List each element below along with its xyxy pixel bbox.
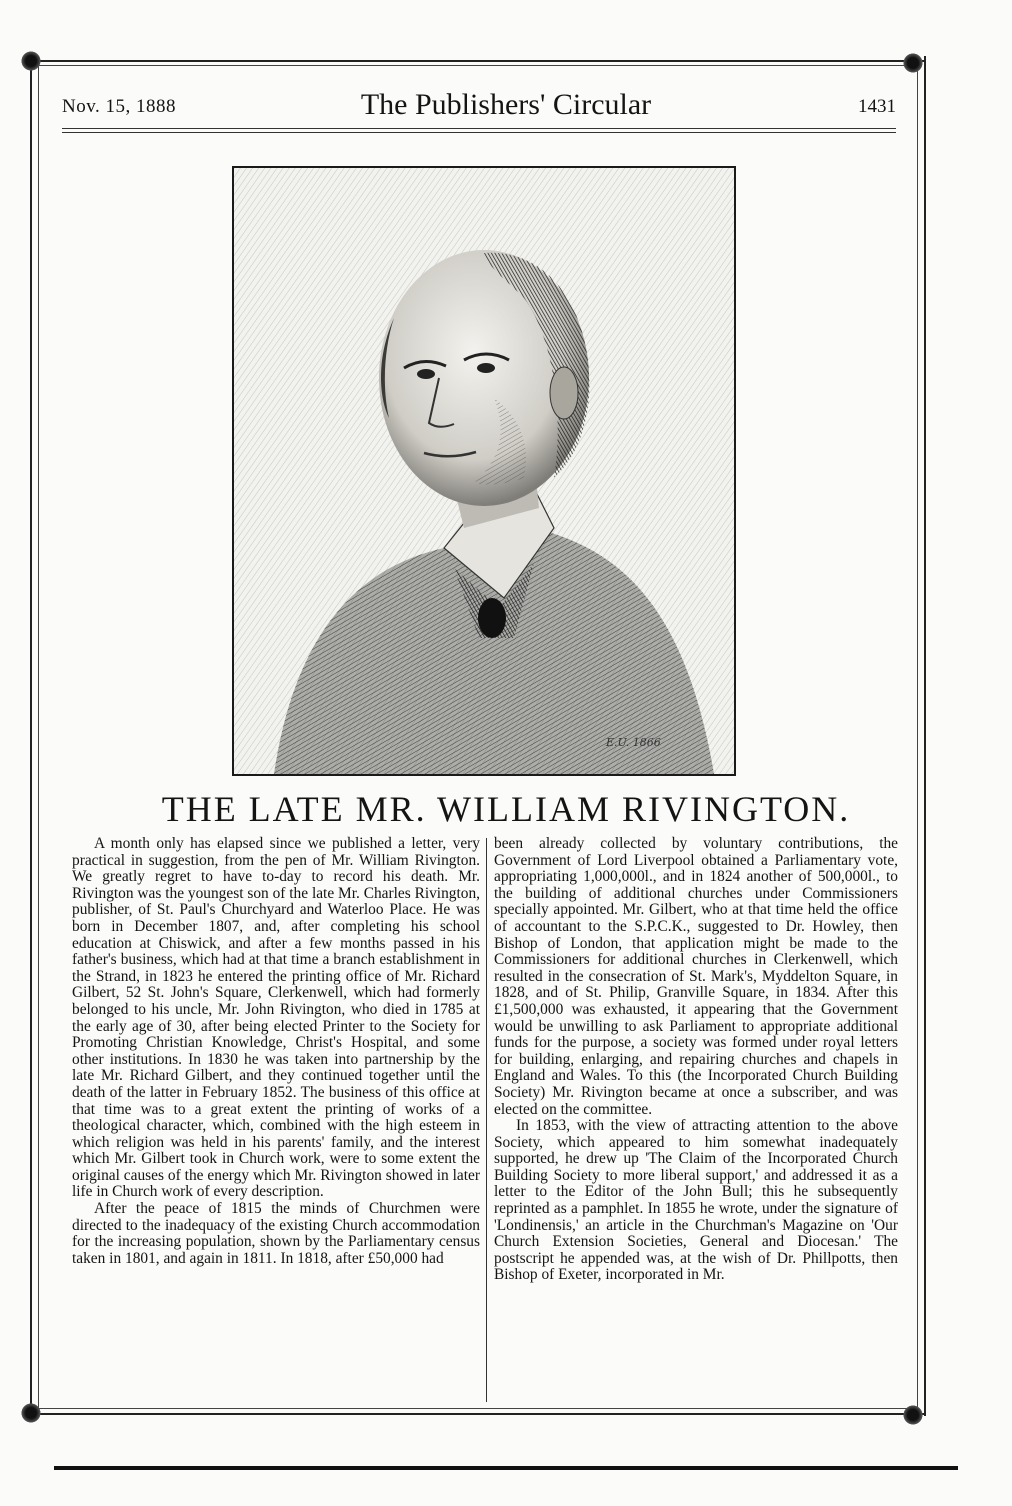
portrait-drawing [234, 168, 734, 774]
corner-ornament-icon [20, 1402, 42, 1424]
article-title: THE LATE MR. WILLIAM RIVINGTON. [161, 789, 851, 829]
bottom-rule [54, 1466, 958, 1470]
header-rule [62, 128, 896, 129]
artist-signature: E.U. 1866 [606, 736, 661, 749]
article-column-right [494, 836, 898, 1284]
corner-ornament-icon [902, 52, 924, 74]
publication-title: The Publishers' Circular [360, 88, 652, 121]
portrait-engraving [232, 166, 736, 776]
border-rule-top [30, 60, 926, 62]
corner-ornament-icon [20, 50, 42, 72]
article-paragraph: been already collected by voluntary contributions, the Government of Lord Liverpool obtained a Parliamentary vote, appropriating 1,000,000l., and in 1824 another of 500,000l., to the building of additional churches under Commissioners specially appointed. Mr. Gilbert, who at that time held the office of accountant to the S.P.C.K., suggested to Dr. Howley, then Bishop of London, that application might be made to the Commissioners for additional churches in Clerkenwell, which resulted in the consecration of St. Mark's, Myddelton Square, in 1828, and of St. Philip, Granville Square, in 1834. After this £1,500,000 was exhausted, it appearing that the Government would be unwilling to ask Parliament to appropriate additional funds for the purpose, a society was formed under royal letters for building, enlarging, and repairing churches and chapels in England and Wales. To this (the Incorporated Church Building Society) Mr. Rivington became at once a subscriber, and was elected on the committee. [494, 835, 898, 1118]
page-number: 1431 [858, 96, 896, 117]
corner-ornament-icon [902, 1404, 924, 1426]
border-rule-top-inner [38, 65, 918, 66]
article-paragraph: A month only has elapsed since we published a letter, very practical in suggestion, from the pen of Mr. William Rivington. We greatly regret to have to-day to record his death. Mr. Rivington was the youngest son of the late Mr. Charles Rivington, publisher, of St. Paul's Churchyard and Waterloo Place. He was born in December 1807, and, after completing his school education at Chiswick, and after a few months passed in his father's business, which had at that time a branch establishment in the Strand, in 1823 he entered the printing office of Mr. Richard Gilbert, 52 St. John's Square, Clerkenwell, which had formerly belonged to his uncle, Mr. John Rivington, who died in 1785 at the early age of 30, after being elected Printer to the Society for Promoting Christian Knowledge, Christ's Hospital, and some other institutions. In 1830 he was taken into partnership by the late Mr. Richard Gilbert, and they continued together until the death of the latter in February 1852. The business of this office at that time was to a great extent the printing of works of a theological character, which, combined with the high esteem in which religion was held in his parents' family, and the interest which Mr. Gilbert took in Church work, were to some extent the original causes of the energy which Mr. Rivington showed in later life in Church work of every description. [72, 835, 480, 1201]
article-paragraph: In 1853, with the view of attracting attention to the above Society, which appeared to him somewhat inadequately supported, he drew up 'The Claim of the Incorporated Church Building Society to more liberal support,' and addressed it as a letter to the Editor of the John Bull; this he subsequently reprinted as a pamphlet. In 1855 he wrote, under the signature of 'Londinensis,' an article in the Churchman's Magazine on 'Our Church Extension Societies, General and Diocesan.' The postscript he appended was, at the wish of Dr. Phillpotts, then Bishop of Exeter, incorporated in Mr. [494, 1117, 898, 1284]
border-rule-bottom-inner [38, 1408, 918, 1409]
border-rule-bottom [30, 1413, 926, 1415]
article-column-left [72, 836, 480, 1267]
column-divider [486, 838, 487, 1402]
header-rule [62, 132, 896, 133]
article-paragraph: After the peace of 1815 the minds of Churchmen were directed to the inadequacy of the existing Church accommodation for the increasing population, shown by the Parliamentary census taken in 1801, and again in 1811. In 1818, after £50,000 had [72, 1200, 480, 1267]
issue-date: Nov. 15, 1888 [62, 96, 176, 117]
